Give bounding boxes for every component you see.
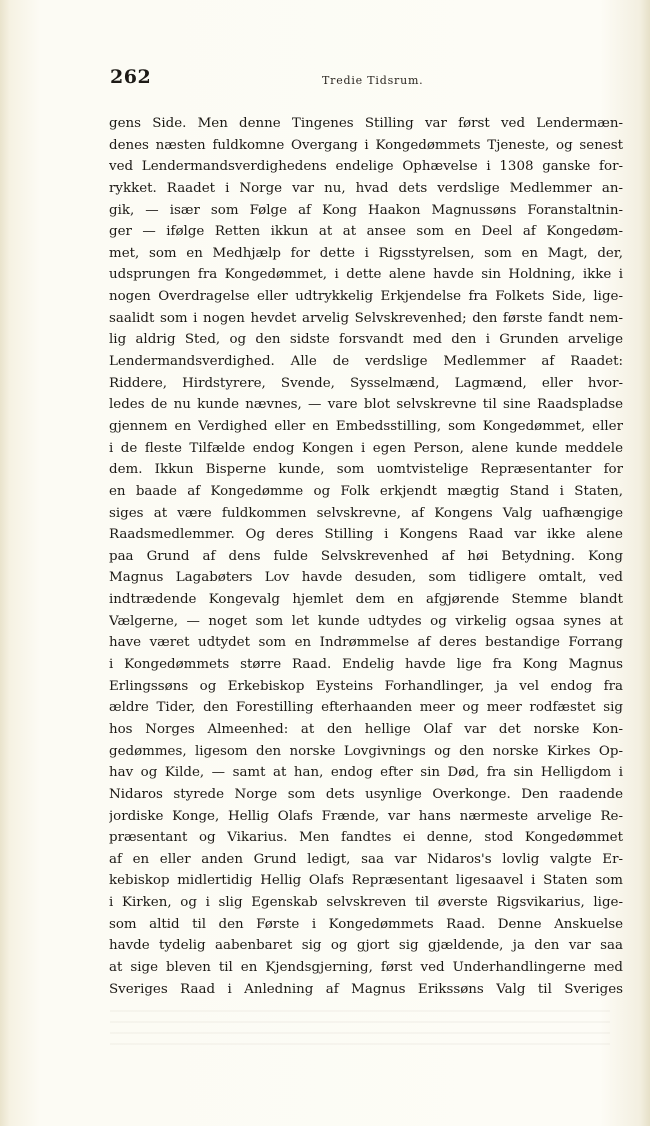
text-line: gedømmes, ligesom den norske Lovgivnings og den norske Kirkes Op- xyxy=(109,743,623,759)
text-line: met, som en Medhjælp for dette i Rigsstyrelsen, som en Magt, der, xyxy=(109,245,623,261)
text-line: Nidaros styrede Norge som dets usynlige Overkonge. Den raadende xyxy=(109,786,623,802)
text-line: rykket. Raadet i Norge var nu, hvad dets verdslige Medlemmer an- xyxy=(109,180,623,196)
text-line: udsprungen fra Kongedømmet, i dette alene havde sin Holdning, ikke i xyxy=(109,267,623,283)
show-through-text xyxy=(110,1010,610,1050)
text-line: Erlingssøns og Erkebiskop Eysteins Forhandlinger, ja vel endog fra xyxy=(109,678,623,694)
text-line: Raadsmedlemmer. Og deres Stilling i Kongens Raad var ikke alene xyxy=(109,527,623,543)
text-line: hav og Kilde, — samt at han, endog efter sin Død, fra sin Helligdom i xyxy=(109,765,623,781)
text-line: i Kirken, og i slig Egenskab selvskreven til øverste Rigsvikarius, lige- xyxy=(109,895,623,911)
text-line: i de fleste Tilfælde endog Kongen i egen Person, alene kunde meddele xyxy=(109,440,623,456)
text-line: paa Grund af dens fulde Selvskrevenhed af høi Betydning. Kong xyxy=(109,548,623,564)
body-text xyxy=(109,113,623,1000)
text-line: nogen Overdragelse eller udtrykkelig Erkjendelse fra Folkets Side, lige- xyxy=(109,289,623,305)
text-line: saalidt som i nogen hevdet arvelig Selvskrevenhed; den første fandt nem- xyxy=(109,310,623,326)
text-line: at sige bleven til en Kjendsgjerning, først ved Underhandlingerne med xyxy=(109,959,623,975)
text-line: ældre Tider, den Forestilling efterhaanden meer og meer rodfæstet sig xyxy=(109,700,623,716)
text-line: præsentant og Vikarius. Men fandtes ei denne, stod Kongedømmet xyxy=(109,830,623,846)
text-line: gik, — især som Følge af Kong Haakon Magnussøns Foranstaltnin- xyxy=(109,202,623,218)
text-line: indtrædende Kongevalg hjemlet dem en afgjørende Stemme blandt xyxy=(109,592,623,608)
running-title: Tredie Tidsrum. xyxy=(322,74,424,87)
text-line: Magnus Lagabøters Lov havde desuden, som tidligere omtalt, ved xyxy=(109,570,623,586)
text-line: siges at være fuldkommen selvskrevne, af Kongens Valg uafhængige xyxy=(109,505,623,521)
running-head xyxy=(110,66,620,96)
text-line: gjennem en Verdighed eller en Embedsstilling, som Kongedømmet, eller xyxy=(109,418,623,434)
text-line: denes næsten fuldkomne Overgang i Kongedømmets Tjeneste, og senest xyxy=(109,137,623,153)
text-line: en baade af Kongedømme og Folk erkjendt mægtig Stand i Staten, xyxy=(109,483,623,499)
text-line: gens Side. Men denne Tingenes Stilling var først ved Lendermæn- xyxy=(109,116,623,131)
text-line: Sveriges Raad i Anledning af Magnus Erikssøns Valg til Sveriges xyxy=(109,981,623,997)
text-line: ger — ifølge Retten ikkun at at ansee som en Deel af Kongedøm- xyxy=(109,224,623,240)
text-line: i Kongedømmets større Raad. Endelig havde lige fra Kong Magnus xyxy=(109,657,623,673)
text-line: dem. Ikkun Bisperne kunde, som uomtvistelige Repræsentanter for xyxy=(109,462,623,478)
text-line: hos Norges Almeenhed: at den hellige Olaf var det norske Kon- xyxy=(109,721,623,737)
text-line: lig aldrig Sted, og den sidste forsvandt med den i Grunden arvelige xyxy=(109,332,623,348)
text-line: ved Lendermandsverdighedens endelige Ophævelse i 1308 ganske for- xyxy=(109,159,623,175)
text-line: kebiskop midlertidig Hellig Olafs Repræsentant ligesaavel i Staten som xyxy=(109,873,623,889)
text-line: havde tydelig aabenbaret sig og gjort sig gjældende, ja den var saa xyxy=(109,938,623,954)
text-line: Vælgerne, — noget som let kunde udtydes og virkelig ogsaa synes at xyxy=(109,613,623,629)
text-line: af en eller anden Grund ledigt, saa var Nidaros's lovlig valgte Er- xyxy=(109,851,623,867)
text-line: jordiske Konge, Hellig Olafs Frænde, var hans nærmeste arvelige Re- xyxy=(109,808,623,824)
text-line: ledes de nu kunde nævnes, — vare blot selvskrevne til sine Raadspladse xyxy=(109,397,623,413)
text-line: have været udtydet som en Indrømmelse af deres bestandige Forrang xyxy=(109,635,623,651)
text-line: som altid til den Første i Kongedømmets Raad. Denne Anskuelse xyxy=(109,916,623,932)
page-number: 262 xyxy=(110,66,152,88)
text-line: Lendermandsverdighed. Alle de verdslige Medlemmer af Raadet: xyxy=(109,354,623,370)
text-line: Riddere, Hirdstyrere, Svende, Sysselmænd, Lagmænd, eller hvor- xyxy=(109,375,623,391)
